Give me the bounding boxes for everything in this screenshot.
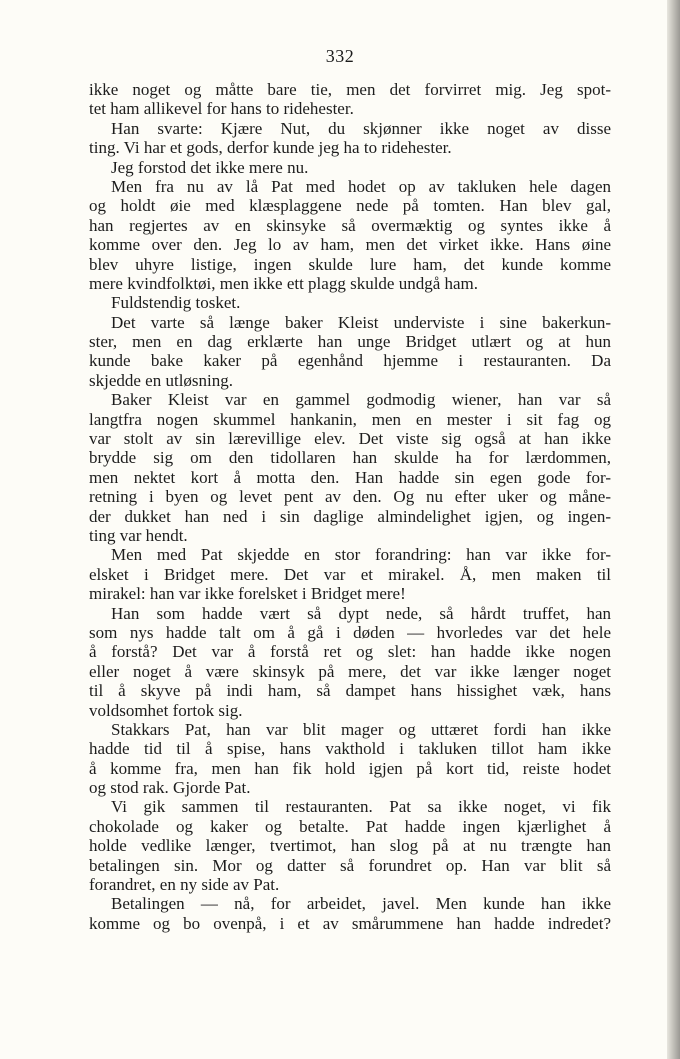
text-line: komme over den. Jeg lo av ham, men det virket ikke. Hans øine (89, 235, 611, 255)
page-edge-shadow (667, 0, 680, 1059)
text-line: elsket i Bridget mere. Det var et mirakel. Å, men maken til (89, 564, 611, 584)
text-line: tet ham allikevel for hans to ridehester. (89, 99, 354, 119)
text-line: Han som hadde vært så dypt nede, så hårdt truffet, han (111, 603, 611, 623)
text-line: brydde sig om den tidollaren han skulde ha for lærdommen, (89, 448, 611, 468)
text-line: eller noget å være skinsyk på mere, det var ikke længer noget (89, 661, 611, 681)
text-line: retning i byen og levet pent av den. Og nu efter uker og måne- (89, 487, 611, 507)
text-line: Betalingen — nå, for arbeidet, javel. Men kunde han ikke (111, 894, 611, 914)
text-line: Vi gik sammen til restauranten. Pat sa ikke noget, vi fik (111, 797, 611, 817)
text-line: å forstå? Det var å forstå ret og slet: han hadde ikke nogen (89, 642, 611, 662)
text-line: skjedde en utløsning. (89, 370, 234, 390)
text-line: Stakkars Pat, han var blit mager og uttæret fordi han ikke (111, 719, 611, 739)
text-line: hadde tid til å spise, hans vakthold i takluken tillot ham ikke (89, 739, 611, 759)
text-line: som nys hadde talt om å gå i døden — hvorledes var det hele (89, 622, 611, 642)
text-line: var stolt av sin lærevillige elev. Det viste sig også at han ikke (89, 429, 611, 449)
text-line: Baker Kleist var en gammel godmodig wiener, han var så (111, 390, 611, 410)
text-line: ster, men en dag erklærte han unge Bridget utlært og at hun (89, 332, 611, 352)
text-line: Men fra nu av lå Pat med hodet op av takluken hele dagen (111, 176, 611, 196)
text-line: ting. Vi har et gods, derfor kunde jeg ha to ridehester. (89, 138, 452, 158)
text-line: han regjertes av en skinsyke så overmæktig og syntes ikke å (89, 215, 611, 235)
text-line: chokolade og kaker og betalte. Pat hadde ingen kjærlighet å (89, 816, 611, 836)
page-number: 332 (325, 46, 355, 66)
text-line: og holdt øie med klæsplaggene nede på tomten. Han blev gal, (89, 196, 611, 216)
text-line: blev uhyre listige, ingen skulde lure ham, det kunde komme (89, 254, 611, 274)
text-line: voldsomhet fortok sig. (89, 700, 243, 720)
text-line: ting var hendt. (89, 525, 188, 545)
text-line: Jeg forstod det ikke mere nu. (111, 157, 309, 177)
text-line: der dukket han ned i sin daglige almindelighet igjen, og ingen- (89, 506, 611, 526)
text-line: Fuldstendig tosket. (111, 293, 241, 313)
text-line: mirakel: han var ikke forelsket i Bridget mere! (89, 584, 406, 604)
text-line: holde vedlike længer, tvertimot, han slog på at nu trængte han (89, 836, 611, 856)
text-line: Det varte så længe baker Kleist underviste i sine bakerkun- (111, 312, 611, 332)
text-line: til å skyve på indi ham, så dampet hans hissighet væk, hans (89, 681, 611, 701)
text-line: betalingen sin. Mor og datter så forundret op. Han var blit så (89, 855, 611, 875)
text-line: forandret, en ny side av Pat. (89, 875, 280, 895)
text-line: å komme fra, men han fik hold igjen på kort tid, reiste hodet (89, 758, 611, 778)
text-line: komme og bo ovenpå, i et av smårummene han hadde indredet? (89, 913, 611, 933)
text-line: Men med Pat skjedde en stor forandring: han var ikke for- (111, 545, 611, 565)
text-line: Han svarte: Kjære Nut, du skjønner ikke noget av disse (111, 118, 611, 138)
text-line: mere kvindfolktøi, men ikke ett plagg skulde undgå ham. (89, 273, 479, 293)
text-line: og stod rak. Gjorde Pat. (89, 778, 251, 798)
body-text (89, 80, 611, 933)
text-line: langtfra nogen skummel hankanin, men en mester i sit fag og (89, 409, 611, 429)
text-line: ikke noget og måtte bare tie, men det forvirret mig. Jeg spot- (89, 80, 611, 99)
text-line: kunde bake kaker på egenhånd hjemme i restauranten. Da (89, 351, 611, 371)
text-line: men nektet kort å motta den. Han hadde sin egen gode for- (89, 467, 611, 487)
